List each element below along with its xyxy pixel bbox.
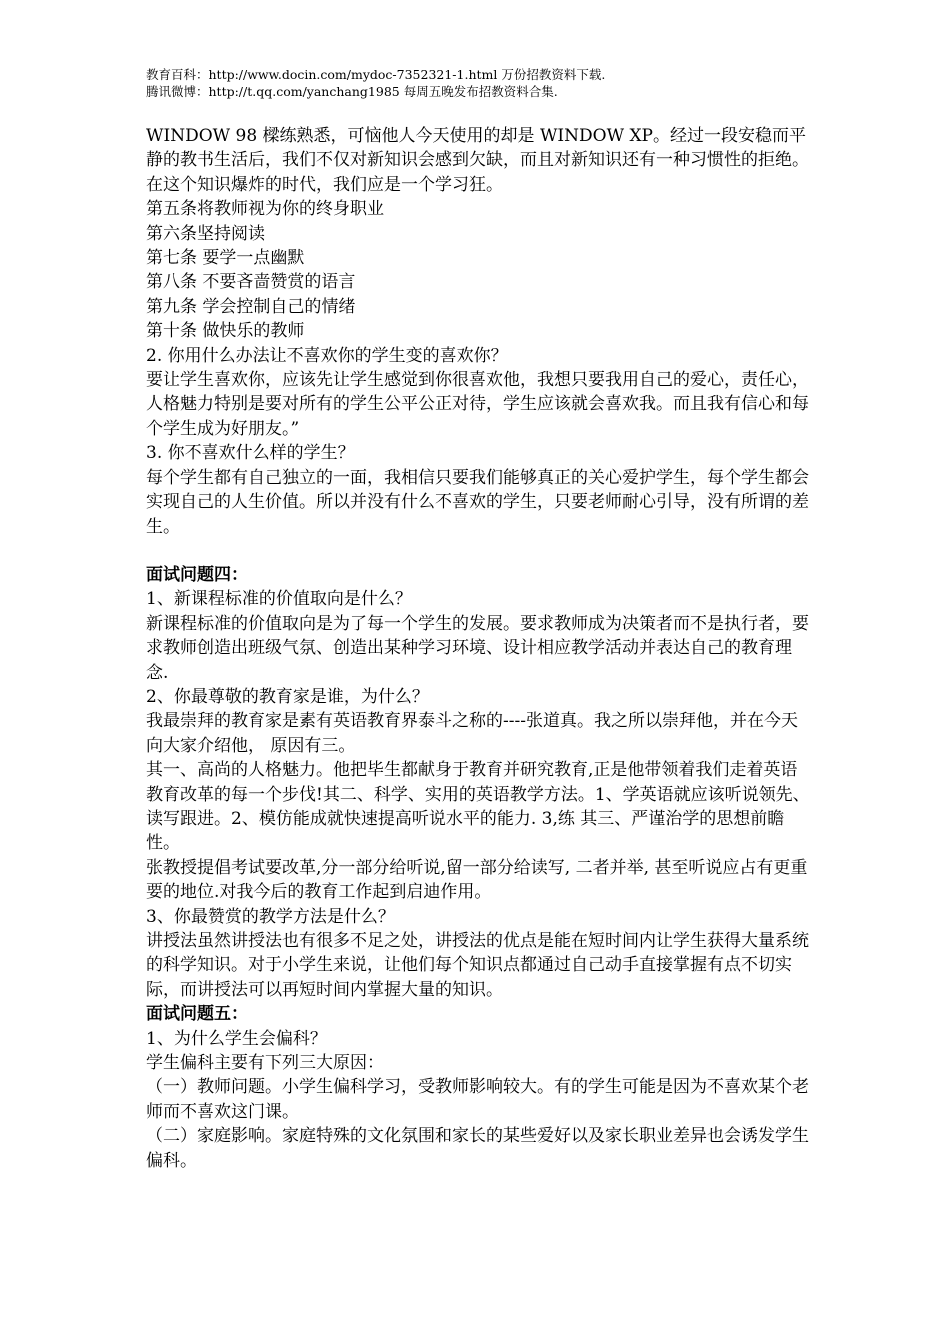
section5-question-1: 1、为什么学生会偏科？ <box>146 1028 327 1049</box>
section5-answer-1: 学生偏科主要有下列三大原因： <box>146 1053 384 1074</box>
section-spacer <box>146 539 814 563</box>
section-heading-5: 面试问题五： <box>146 1004 248 1025</box>
question-3: 3. 你不喜欢什么样的学生？ <box>146 443 355 464</box>
section4-answer-1: 新课程标准的价值取向是为了每一个学生的发展。要求教师成为决策者而不是执行者，要求教师创造出班级气氛、创造出某种学习环境、设计相应教学活动并表达自己的教育理念. <box>146 613 809 683</box>
rule-item-10: 第十条 做快乐的教师 <box>146 321 305 342</box>
question-2: 2. 你用什么办法让不喜欢你的学生变的喜欢你？ <box>146 345 508 366</box>
section-heading-4: 面试问题四： <box>146 564 248 585</box>
paragraph-windows: WINDOW 98 樑练熟悉，可恼他人今天使用的却是 WINDOW XP。经过一段安稳而平静的教书生活后，我们不仅对新知识会感到欠缺，而且对新知识还有一种习惯性的拒绝。 <box>146 126 809 171</box>
rule-item-7: 第七条 要学一点幽默 <box>146 248 305 269</box>
answer-3: 每个学生都有自己独立的一面，我相信只要我们能够真正的关心爱护学生，每个学生都会实现自己的人生价值。所以并没有什么不喜欢的学生，只要老师耐心引导，没有所谓的差生。 <box>146 467 809 537</box>
page-header <box>146 66 846 100</box>
section4-answer-3: 讲授法虽然讲授法也有很多不足之处，讲授法的优点是能在短时间内让学生获得大量系统的科学知识。对于小学生来说，让他们每个知识点都通过自己动手直接掌握有点不切实际，而讲授法可以再短时间内掌握大量的知识。 <box>146 931 809 1000</box>
document-body <box>146 124 814 1173</box>
header-line-weibo: 腾讯微博：http://t.qq.com/yanchang1985 每周五晚发布招教资料合集. <box>146 84 558 99</box>
section4-question-1: 1、新课程标准的价值取向是什么？ <box>146 589 412 610</box>
paragraph-learning: 在这个知识爆炸的时代，我们应是一个学习狂。 <box>146 174 503 195</box>
rule-item-5: 第五条将教师视为你的终身职业 <box>146 199 384 220</box>
section4-question-3: 3、你最赞赏的教学方法是什么？ <box>146 906 395 927</box>
rule-item-8: 第八条 不要吝啬赞赏的语言 <box>146 272 356 293</box>
section4-question-2: 2、你最尊敬的教育家是谁，为什么？ <box>146 686 429 707</box>
section4-answer-2-reasons: 其一、高尚的人格魅力。他把毕生都献身于教育并研究教育,正是他带领着我们走着英语教育改革的每一个步伐!其二、科学、实用的英语教学方法。1、学英语就应该听说领先、读写跟进。2、模仿能成就快速提高听说水平的能力. 3,练 其三、严谨治学的思想前瞻性。 <box>146 760 810 854</box>
section4-answer-2-intro: 我最崇拜的教育家是素有英语教育界泰斗之称的----张道真。我之所以崇拜他，并在今天向大家介绍他， 原因有三。 <box>146 711 798 756</box>
rule-item-6: 第六条坚持阅读 <box>146 223 265 244</box>
section4-answer-2-exam: 张教授提倡考试要改革,分一部分给听说,留一部分给读写, 二者并举, 甚至听说应占有更重要的地位.对我今后的教育工作起到启迪作用。 <box>146 857 808 903</box>
answer-2: 要让学生喜欢你，应该先让学生感觉到你很喜欢他，我想只要我用自己的爱心，责任心，人格魅力特别是要对所有的学生公平公正对待，学生应该就会喜欢我。而且我有信心和每个学生成为好朋友。” <box>146 370 809 439</box>
header-line-docin: 教育百科：http://www.docin.com/mydoc-7352321-1.html 万份招教资料下载. <box>146 67 606 82</box>
rule-item-9: 第九条 学会控制自己的情绪 <box>146 296 356 317</box>
section5-reason-2: （二）家庭影响。家庭特殊的文化氛围和家长的某些爱好以及家长职业差异也会诱发学生偏科。 <box>146 1126 809 1171</box>
section5-reason-1: （一）教师问题。小学生偏科学习，受教师影响较大。有的学生可能是因为不喜欢某个老师而不喜欢这门课。 <box>146 1077 809 1122</box>
